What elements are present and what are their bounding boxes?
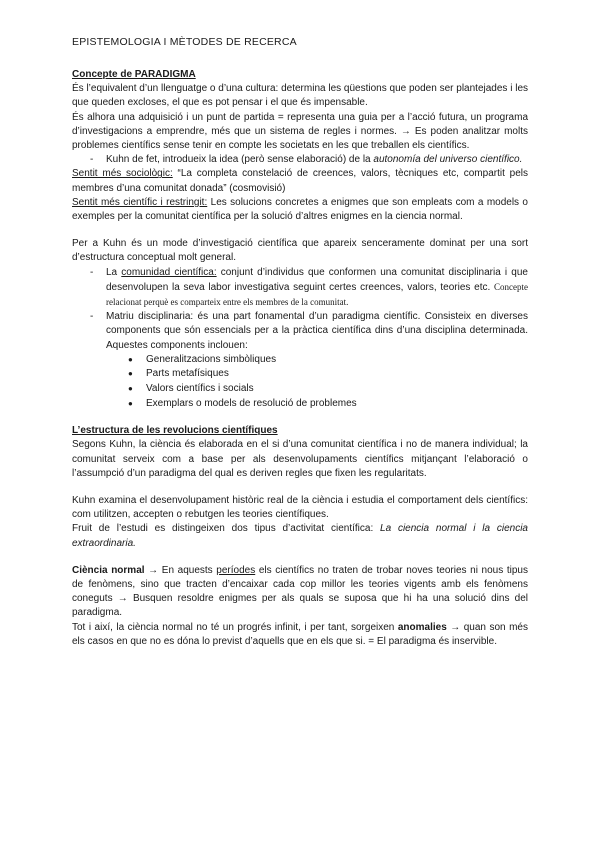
bullet-item: ● Exemplars o models de resolució de problemes [128,397,528,412]
section-heading-revolucions: L’estructura de les revolucions científiques [72,425,278,437]
sentit-cientific-text: Les solucions concretes a enigmes que son empleats com a models o exemples per la comunitat científica per la solució d’altres enigmes en la ciencia normal. [72,196,528,223]
ciencia-normal-label: Ciència normal [72,564,145,576]
paragraph-kuhn-mode: Per a Kuhn és un mode d’investigació científica que apareix senceramente dominat per una sort d’estructura conceptual molt general. [72,238,528,264]
spacer [72,224,528,237]
paragraph-segons-kuhn: Segons Kuhn, la ciència és elaborada en el si d’una comunitat científica i no de manera individual; la comunitat serveix com a base per als desenvolupaments científics mitjançant l’elaboració o l’assumpció d’un paradigma del qual es deriven regles que fixen les regularitats. [72,439,528,479]
paragraph-sentit-sociologic [72,167,528,195]
spacer [72,481,528,494]
anomalies-bold: anomalies [397,621,447,633]
sentit-cientific-label: Sentit més científic i restringit: [72,196,208,208]
concepts-list [72,266,528,412]
document-page [72,36,528,649]
ciencia-normal-rest: els científics no traten de trobar noves teories ni nous tipus de fenòmens, sino que tracten d’encaixar cada cop millor les teories vigents amb els fenòmens coneguts → Busquen resoldre enigmes per als quals se suposa que hi ha una solució dins del paradigma. [72,564,528,619]
section-heading-paradigma: Concepte de PARADIGMA [72,69,196,80]
comunidad-text: conjunt d’individus que conformen una comunitat disciplinaria i que desenvolupen la seva labor investigativa seguint certes creences, valors, teories etc. [106,266,528,293]
spacer [72,411,528,424]
kuhn-list [72,153,528,167]
sentit-sociologic-label: Sentit més sociològic: [72,168,173,180]
kuhn-item-italic: autonomía del universo científico. [373,154,523,166]
bullet-item: ● Generalitzacions simbòliques [128,353,528,368]
kuhn-item-text: Kuhn de fet, introdueix la idea (però sense elaboració) de la [106,154,374,166]
sentit-sociologic-text: “La completa constelació de creences, valors, tècniques etc, compartit pels membres d’una comunitat donada” (cosmovisió) [72,168,528,194]
spacer [72,551,528,564]
paragraph-kuhn-examina: Kuhn examina el desenvolupament històric real de la ciència i estudia el comportament dels científics: com utilitzen, accepten o rebutgen les teories científiques. [72,495,528,521]
paragraph-sentit-cientific [72,196,528,224]
anomalies-text: Tot i així, la ciència normal no té un progrés infinit, i per tant, sorgeixen [72,621,398,633]
paragraph-acquisition: És alhora una adquisició i un punt de partida = representa una guia per a l’acció futura, un programa d’investigacions a emprendre, més que un sistema de regles i normes. → Es poden analitzar molts problemes científics sense tenir en compte les societats en les que treballen els científics. [72,111,528,152]
ciencia-normal-arrow-text: → En aquests [144,564,217,576]
anomalies-rest: → quan son més els casos en que no es dóna lo previst d’aquells que en els que si. = El paradigma és inservible. [72,621,528,647]
paragraph-ciencia-normal [72,564,528,621]
paragraph-definition: És l’equivalent d’un llenguatge o d’una cultura: determina les qüestions que poden ser plantejades i les que queden excloses, el que es pot pensar i el que és impensable. [72,83,528,109]
list-item-matriu [90,310,528,411]
fruit-text: Fruit de l’estudi es distingeixen dos tipus d’activitat científica: [72,523,381,535]
paragraph-fruit [72,522,528,550]
document-title: EPISTEMOLOGIA I MÈTODES DE RECERCA [72,36,297,48]
bullet-item: ● Parts metafísiques [128,367,528,382]
matriu-text: Matriu disciplinaria: és una part fonamental d’un paradigma científic. Consisteix en diverses components que són essencials per a la pràctica científica dins d’una disciplina determinada. Aquestes components inclouen: [106,311,528,351]
list-item-comunidad [90,266,528,311]
fruit-italic: La ciencia normal i la ciencia extraordinaria. [72,523,528,549]
bullet-item: ● Valors científics i socials [128,382,528,397]
comunidad-note: Concepte relacionat perquè es comparteix entre els membres de la comunitat. [106,281,528,308]
matriu-components-list [106,353,528,411]
comunidad-prefix: La [106,266,122,278]
ciencia-normal-periodes: períodes [216,564,256,576]
comunidad-label: comunidad científica: [121,266,217,278]
list-item-kuhn [90,153,528,167]
paragraph-anomalies [72,621,528,649]
